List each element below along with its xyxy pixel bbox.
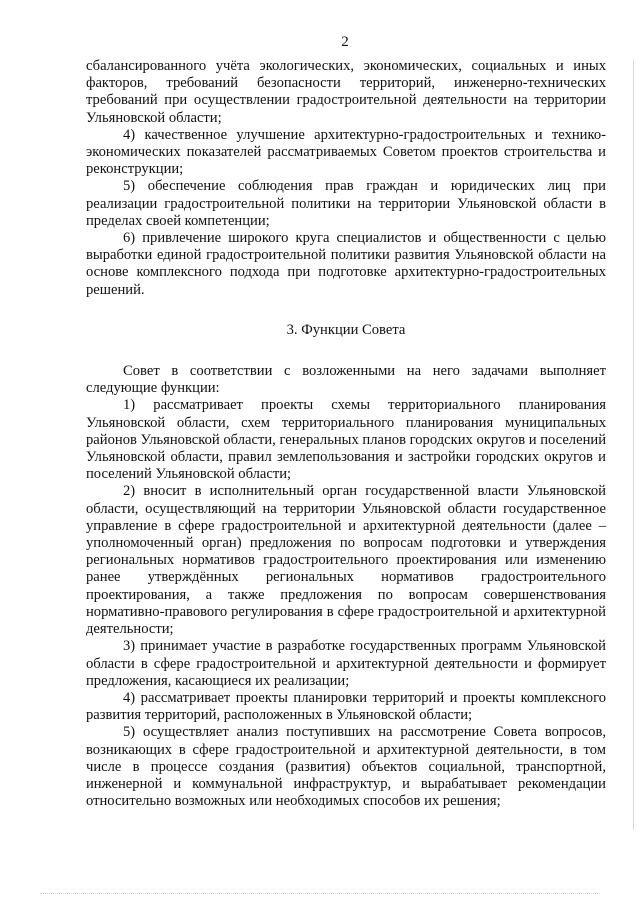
paragraph-continuation: сбалансированного учёта экологических, экономических, социальных и иных факторов, требований безопасности территорий, инженерно-технических требований при осуществлении градостроительной деятельности на территории Ульяновской области; — [86, 58, 606, 126]
paragraph-item-5-goal: 5) обеспечение соблюдения прав граждан и юридических лиц при реализации градостроительной политики на территории Ульяновской области в пределах своей компетенции; — [86, 178, 606, 229]
section-heading: 3. Функции Совета — [286, 321, 406, 338]
page-number: 2 — [341, 34, 349, 50]
scan-edge-line — [633, 60, 634, 830]
paragraph-functions-intro: Совет в соответствии с возложенными на него задачами выполняет следующие функции: — [86, 363, 606, 397]
paragraph-function-1: 1) рассматривает проекты схемы территориального планирования Ульяновской области, схем территориального планирования муниципальных районов Ульяновской области, генеральных планов городских округов и поселений Ульяновской области, правил землепользования и застройки городских округов и поселений Ульяновской области; — [86, 397, 606, 483]
paragraph-function-3: 3) принимает участие в разработке государственных программ Ульяновской области в сфере градостроительной и архитектурной деятельности и формирует предложения, касающиеся их реализации; — [86, 638, 606, 689]
paragraph-function-5: 5) осуществляет анализ поступивших на рассмотрение Совета вопросов, возникающих в сфере градостроительной и архитектурной деятельности, в том числе в процессе создания (развития) объектов социальной, транспортной, инженерной и коммунальной инфраструктур, и вырабатывает рекомендации относительно возможных или необходимых способов их решения; — [86, 724, 606, 810]
paragraph-function-2: 2) вносит в исполнительный орган государственной власти Ульяновской области, осуществляющий на территории Ульяновской области государственное управление в сфере градостроительной и архитектурной деятельности (далее – уполномоченный орган) предложения по вопросам подготовки и утверждения региональных нормативов градостроительного проектирования или изменению ранее утверждённых региональных нормативов градостроительного проектирования, а также предложения по вопросам совершенствования нормативно-правового регулирования в сфере градостроительной и архитектурной деятельности; — [86, 483, 606, 638]
paragraph-item-4-goal: 4) качественное улучшение архитектурно-градостроительных и технико-экономических показателей рассматриваемых Советом проектов строительства и реконструкции; — [86, 126, 606, 178]
document-body — [86, 58, 606, 810]
scan-bottom-line — [40, 893, 600, 895]
paragraph-item-6-goal: 6) привлечение широкого круга специалистов и общественности с целью выработки единой градостроительной политики развития Ульяновской области на основе комплексного подхода при подготовке архитектурно-градостроительных решений. — [86, 230, 606, 298]
paragraph-function-4: 4) рассматривает проекты планировки территорий и проекты комплексного развития территорий, расположенных в Ульяновской области; — [86, 689, 606, 724]
